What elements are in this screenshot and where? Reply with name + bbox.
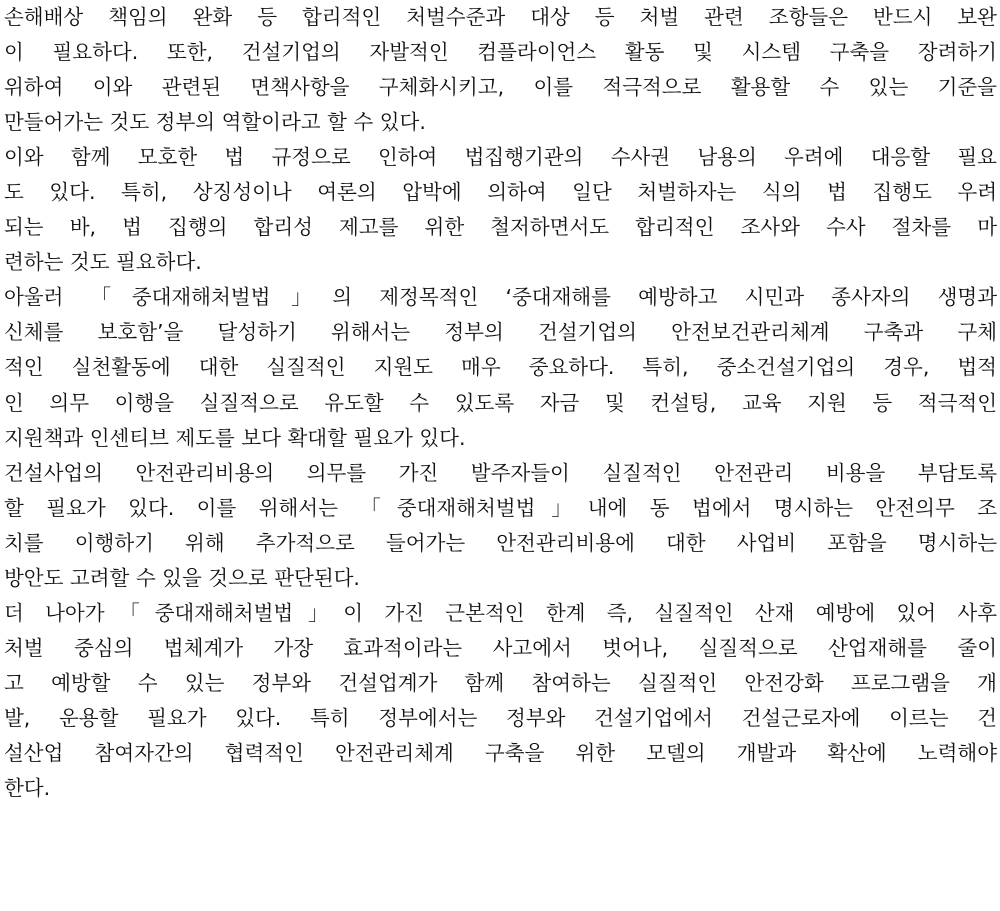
text-line: 만들어가는 것도 정부의 역할이라고 할 수 있다. <box>4 110 426 135</box>
text-line: 건설사업의 안전관리비용의 의무를 가진 발주자들이 실질적인 안전관리 비용을 부담토록 <box>4 460 997 485</box>
text-line: 이 필요하다. 또한, 건설기업의 자발적인 컴플라이언스 활동 및 시스템 구축을 장려하기 <box>4 40 997 65</box>
text-line: 되는 바, 법 집행의 합리성 제고를 위한 철저하면서도 합리적인 조사와 수사 절차를 마 <box>4 215 997 240</box>
text-line: 지원책과 인센티브 제도를 보다 확대할 필요가 있다. <box>4 425 466 450</box>
text-line: 할 필요가 있다. 이를 위해서는 「중대재해처벌법」내에 동 법에서 명시하는 안전의무 조 <box>4 495 997 520</box>
text-line: 한다. <box>4 776 51 801</box>
text-line: 방안도 고려할 수 있을 것으로 판단된다. <box>4 565 360 590</box>
text-line: 치를 이행하기 위해 추가적으로 들어가는 안전관리비용에 대한 사업비 포함을 명시하는 <box>4 530 997 555</box>
text-line: 발, 운용할 필요가 있다. 특히 정부에서는 정부와 건설기업에서 건설근로자에 이르는 건 <box>4 705 997 730</box>
text-line: 적인 실천활동에 대한 실질적인 지원도 매우 중요하다. 특히, 중소건설기업의 경우, 법적 <box>4 355 997 380</box>
text-line: 이와 함께 모호한 법 규정으로 인하여 법집행기관의 수사권 남용의 우려에 대응할 필요 <box>4 145 997 170</box>
text-line: 고 예방할 수 있는 정부와 건설업계가 함께 참여하는 실질적인 안전강화 프로그램을 개 <box>4 670 997 695</box>
text-line: 련하는 것도 필요하다. <box>4 250 202 275</box>
text-line: 인 의무 이행을 실질적으로 유도할 수 있도록 자금 및 컨설팅, 교육 지원 등 적극적인 <box>4 390 997 415</box>
text-line: 아울러 「중대재해처벌법」의 제정목적인 ‘중대재해를 예방하고 시민과 종사자의 생명과 <box>4 285 997 310</box>
text-line: 도 있다. 특히, 상징성이나 여론의 압박에 의하여 일단 처벌하자는 식의 법 집행도 우려 <box>4 180 997 205</box>
text-line: 신체를 보호함’을 달성하기 위해서는 정부의 건설기업의 안전보건관리체계 구축과 구체 <box>4 320 997 345</box>
text-line: 손해배상 책임의 완화 등 합리적인 처벌수준과 대상 등 처벌 관련 조항들은 반드시 보완 <box>4 5 997 29</box>
text-line: 설산업 참여자간의 협력적인 안전관리체계 구축을 위한 모델의 개발과 확산에 노력해야 <box>4 740 997 765</box>
text-line: 위하여 이와 관련된 면책사항을 구체화시키고, 이를 적극적으로 활용할 수 있는 기준을 <box>4 75 997 100</box>
text-line: 처벌 중심의 법체계가 가장 효과적이라는 사고에서 벗어나, 실질적으로 산업재해를 줄이 <box>4 635 997 660</box>
text-line: 더 나아가「중대재해처벌법」이 가진 근본적인 한계 즉, 실질적인 산재 예방에 있어 사후 <box>4 600 997 625</box>
